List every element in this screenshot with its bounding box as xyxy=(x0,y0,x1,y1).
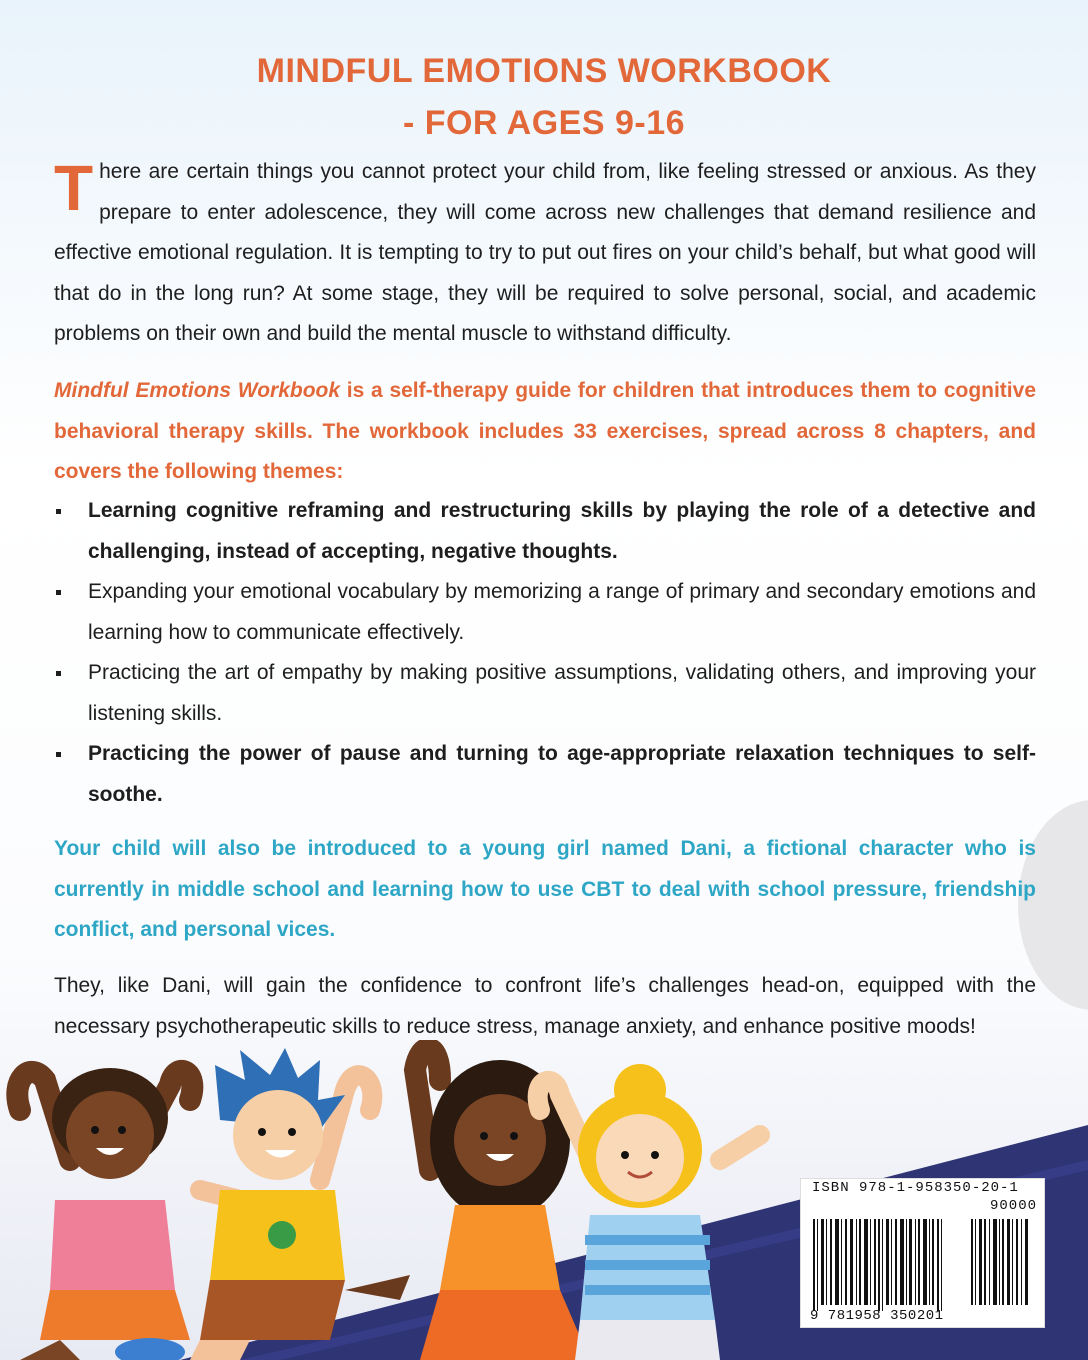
child-1-illustration xyxy=(17,1068,192,1360)
child-2-illustration xyxy=(190,1048,372,1360)
drop-cap: T xyxy=(54,152,94,224)
striped-shirt xyxy=(580,1215,715,1320)
closing-paragraph: They, like Dani, will gain the confidence to confront life’s challenges head-on, equipped with the necessary psychotherapeutic skills to reduce stress, manage anxiety, and enhance positive moods! xyxy=(54,974,1036,1038)
page-subtitle: - FOR AGES 9-16 xyxy=(402,104,686,142)
themes-list xyxy=(54,491,1036,815)
page-title: MINDFUL EMOTIONS WORKBOOK xyxy=(256,52,832,90)
intro-paragraph xyxy=(54,152,1036,355)
dani-paragraph: Your child will also be introduced to a young girl named Dani, a fictional character who is currently in middle school and learning how to use CBT to deal with school pressure, friendship conflict, and personal vices. xyxy=(54,837,1036,941)
intro-text: here are certain things you cannot protect your child from, like feeling stressed or anxious. As they prepare to enter adolescence, they will come across new challenges that demand resilience and effective emotional regulation. It is tempting to try to put out fires on your child’s behalf, but what good will that do in the long run? At some stage, they will be required to solve personal, social, and academic problems on their own and build the mental muscle to withstand difficulty. xyxy=(54,160,1036,345)
theme-item: Expanding your emotional vocabulary by memorizing a range of primary and secondary emotions and learning how to communicate effectively. xyxy=(54,572,1036,653)
barcode-digits: 9 781958 350201 xyxy=(810,1308,944,1324)
isbn-label: ISBN 978-1-958350-20-1 xyxy=(812,1180,1019,1196)
pitch-paragraph xyxy=(54,371,1036,493)
theme-item: Practicing the power of pause and turning to age-appropriate relaxation techniques to self-soothe. xyxy=(54,734,1036,815)
pitch-text: is a self-therapy guide for children that introduces them to cognitive behavioral therapy skills. The workbook includes 33 exercises, spread across 8 chapters, and covers the following themes: xyxy=(54,379,1036,483)
theme-item: Learning cognitive reframing and restructuring skills by playing the role of a detective and challenging, instead of accepting, negative thoughts. xyxy=(54,491,1036,572)
price-code: 90000 xyxy=(990,1198,1038,1214)
book-title-inline: Mindful Emotions Workbook xyxy=(54,379,341,402)
theme-item: Practicing the art of empathy by making positive assumptions, validating others, and improving your listening skills. xyxy=(54,653,1036,734)
